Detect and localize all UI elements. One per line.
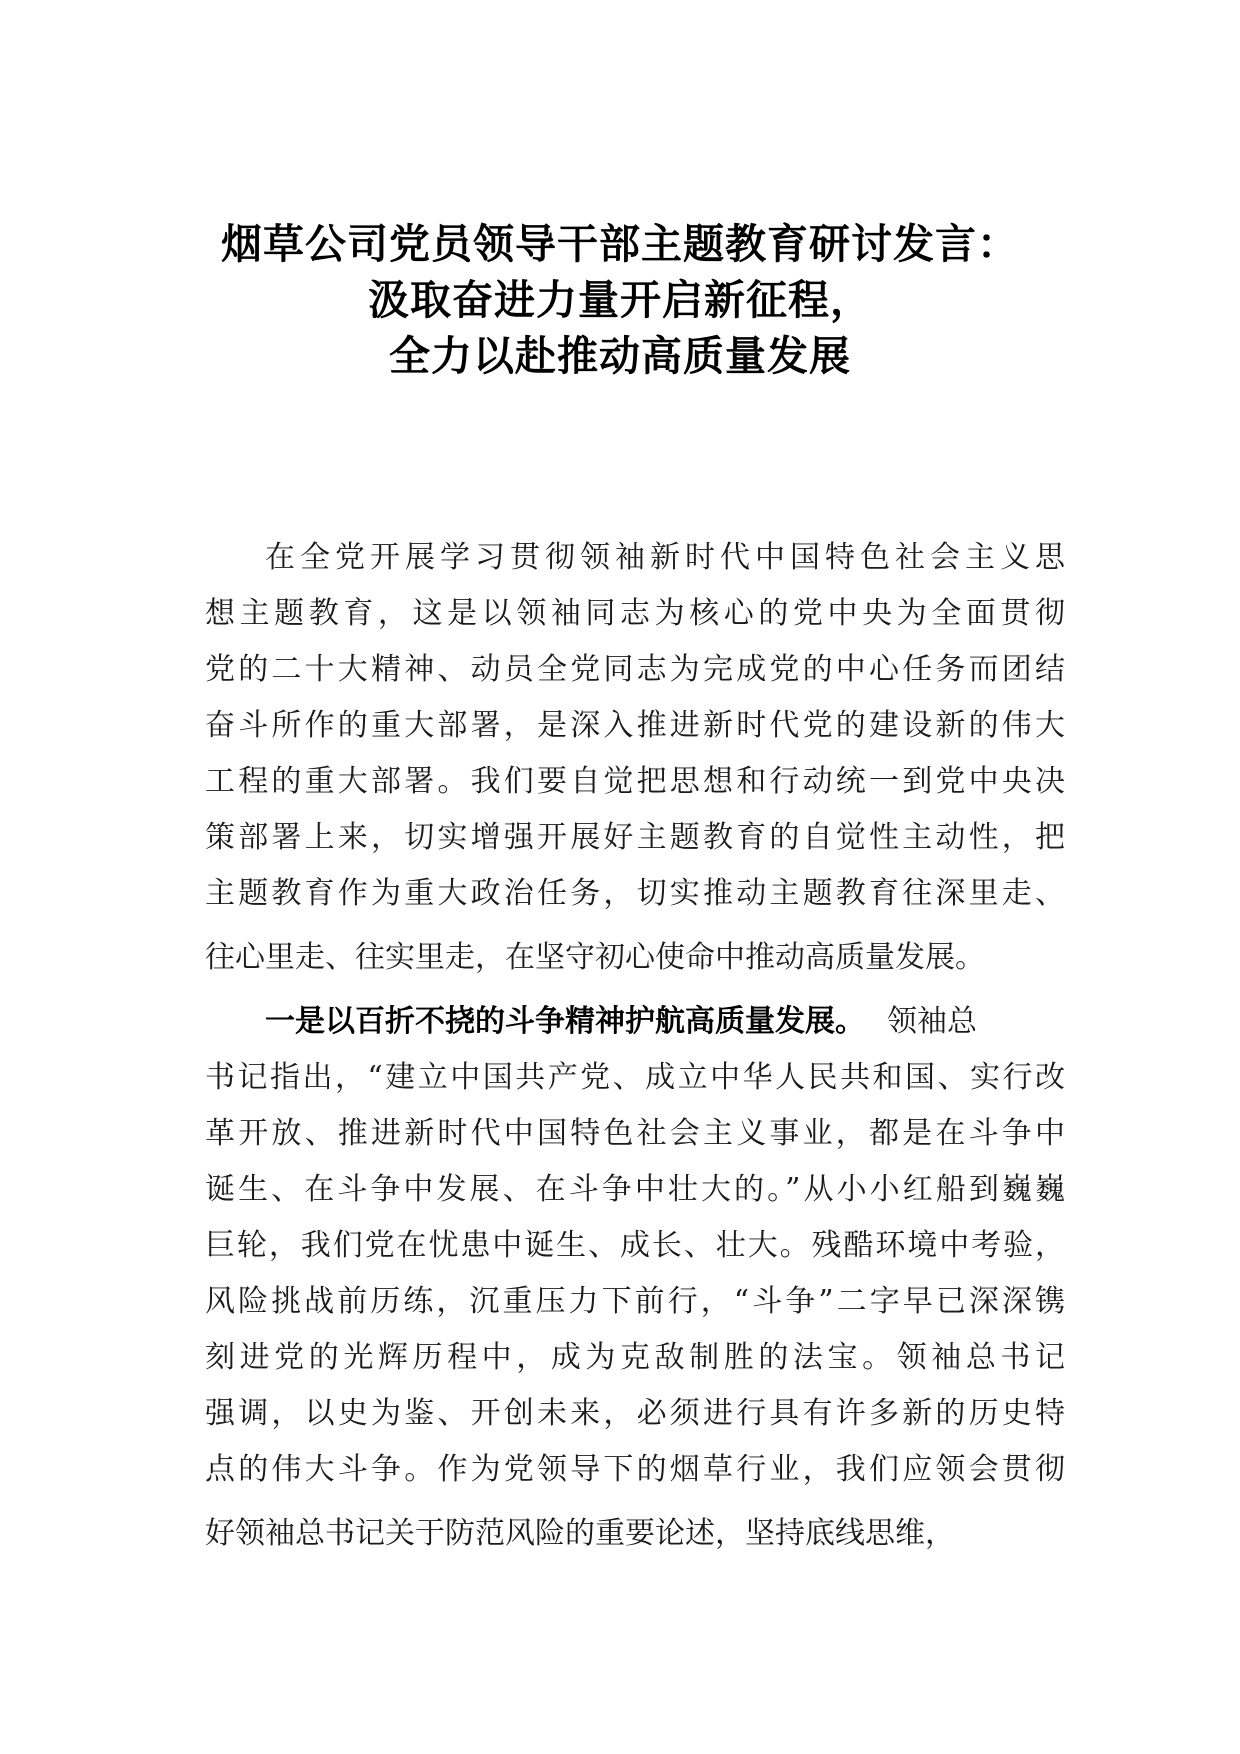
body-line: 强调，以史为鉴、开创未来，必须进行具有许多新的历史特 xyxy=(205,1396,1065,1431)
paragraph-heading-line xyxy=(205,994,1065,1050)
document-title xyxy=(0,216,1240,384)
body-line: 想主题教育，这是以领袖同志为核心的党中央为全面贯彻 xyxy=(205,596,1065,631)
body-line: 点的伟大斗争。作为党领导下的烟草行业，我们应领会贯彻 xyxy=(205,1452,1065,1487)
paragraph-struggle-spirit xyxy=(205,994,1065,1562)
body-line: 策部署上来，切实增强开展好主题教育的自觉性主动性，把 xyxy=(205,820,1065,855)
title-line: 汲取奋进力量开启新征程， xyxy=(368,276,872,324)
body-line: 巨轮，我们党在忧患中诞生、成长、壮大。残酷环境中考验， xyxy=(205,1228,1065,1263)
body-line: 奋斗所作的重大部署，是深入推进新时代党的建设新的伟大 xyxy=(205,708,1065,743)
body-line: 好领袖总书记关于防范风险的重要论述，坚持底线思维， xyxy=(205,1516,955,1551)
body-line: 往心里走、往实里走，在坚守初心使命中推动高质量发展。 xyxy=(205,940,985,975)
body-line: 刻进党的光辉历程中，成为克敌制胜的法宝。领袖总书记 xyxy=(205,1340,1065,1375)
body-line: 诞生、在斗争中发展、在斗争中壮大的。”从小小红船到巍巍 xyxy=(205,1172,1065,1207)
body-line: 党的二十大精神、动员全党同志为完成党的中心任务而团结 xyxy=(205,652,1065,687)
body-line: 革开放、推进新时代中国特色社会主义事业，都是在斗争中 xyxy=(205,1116,1065,1151)
body-line: 书记指出，“建立中国共产党、成立中华人民共和国、实行改 xyxy=(205,1060,1065,1095)
paragraph-lead-heading: 一是以百折不挠的斗争精神护航高质量发展。 xyxy=(265,1004,865,1039)
body-line: 在全党开展学习贯彻领袖新时代中国特色社会主义思 xyxy=(265,540,1065,575)
title-line: 全力以赴推动高质量发展 xyxy=(389,332,851,380)
body-text: 领袖总 xyxy=(887,1004,977,1039)
body-line: 工程的重大部署。我们要自觉把思想和行动统一到党中央决 xyxy=(205,764,1065,799)
paragraph-intro xyxy=(205,530,1065,986)
document-body xyxy=(205,530,1065,1562)
body-line: 风险挑战前历练，沉重压力下前行，“斗争”二字早已深深镌 xyxy=(205,1284,1065,1319)
body-line: 主题教育作为重大政治任务，切实推动主题教育往深里走、 xyxy=(205,876,1065,911)
title-line: 烟草公司党员领导干部主题教育研讨发言： xyxy=(221,220,1019,268)
